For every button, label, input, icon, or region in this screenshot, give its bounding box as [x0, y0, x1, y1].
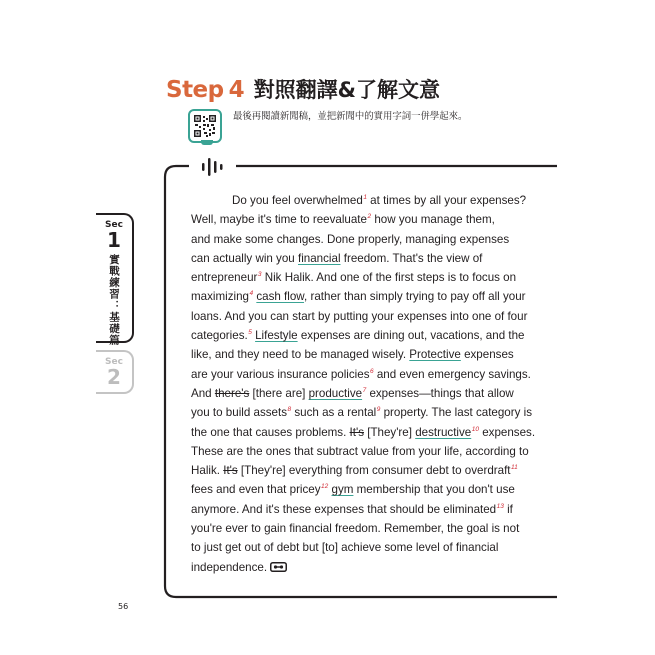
text-segment: [there are] [249, 386, 309, 400]
text-segment: the one that causes problems. [191, 425, 350, 439]
sec-label: Sec [105, 220, 123, 230]
sound-wave-icon [196, 156, 234, 178]
text-segment: Nik Halik. And one of the first steps is to focus on [261, 271, 517, 285]
text-segment: are your various insurance policies [191, 367, 370, 381]
footnote-marker: 10 [471, 425, 479, 433]
article-body [191, 191, 536, 577]
text-segment: Well, maybe it's time to reevaluate [191, 213, 367, 227]
step-label: Step [166, 77, 224, 103]
article-line [191, 480, 531, 499]
key-vocabulary: Protective [409, 348, 461, 362]
text-segment: how you manage them, [371, 213, 495, 227]
footnote-marker: 6 [370, 367, 374, 375]
text-segment: at times by all your expenses? [366, 194, 527, 207]
text-segment: membership that you don't use [353, 483, 515, 497]
footnote-marker: 7 [362, 386, 367, 394]
footnote-marker: 11 [511, 464, 518, 472]
sidebar-tab-sec-1[interactable] [96, 213, 134, 346]
footnote-marker: 8 [287, 406, 292, 414]
text-segment: Halik. [191, 464, 224, 478]
article-line [191, 365, 531, 384]
article-line [191, 191, 531, 210]
article-line [191, 307, 531, 326]
footnote-marker: 12 [321, 483, 329, 491]
article-line [191, 249, 531, 268]
sec-subtitle: 實戰練習：基礎篇 [108, 254, 120, 346]
article-line [191, 558, 531, 577]
article-line [191, 230, 531, 249]
text-segment: expenses are dining out, vacations, and the [297, 329, 525, 343]
sec-label: Sec [105, 357, 123, 367]
step-number: 4 [228, 77, 245, 103]
text-segment: maximizing [191, 290, 249, 304]
text-segment: freedom. That's the view of [340, 251, 483, 265]
sidebar-tab-sec-2[interactable] [96, 350, 134, 394]
text-segment: independence. [191, 560, 268, 574]
text-segment: if [503, 502, 513, 516]
text-segment: [They're] everything from consumer debt to overdraft [237, 464, 511, 478]
footnote-marker: 1 [363, 194, 367, 201]
text-segment: like, and they need to be managed wisely. [191, 348, 410, 362]
article-line [191, 345, 531, 364]
sec-number: 2 [107, 365, 121, 389]
sec-number: 1 [107, 228, 121, 252]
key-vocabulary: cash flow [256, 290, 305, 304]
footnote-marker: 5 [248, 329, 252, 337]
text-segment: such as a rental [291, 406, 377, 420]
audio-cassette-icon[interactable] [270, 562, 287, 572]
strikethrough-correction: there's [214, 386, 250, 400]
strikethrough-correction: It's [223, 464, 238, 478]
footnote-marker: 3 [257, 271, 262, 279]
article-line [191, 519, 531, 538]
key-vocabulary: destructive [415, 425, 472, 439]
key-vocabulary: Lifestyle [255, 329, 298, 343]
text-segment: to just get out of debt but [to] achieve some level of financial [191, 541, 499, 555]
text-segment: expenses—things that allow [366, 386, 514, 400]
page-title: 對照翻譯&了解文意 [253, 78, 440, 102]
text-segment: can actually win you [191, 251, 298, 265]
text-segment: entrepreneur [191, 271, 258, 285]
text-segment: fees and even that pricey [191, 483, 321, 497]
text-segment: and even emergency savings. [373, 367, 531, 381]
article-line [191, 461, 531, 480]
text-segment: Do you feel overwhelmed [232, 194, 363, 207]
intro-text: 最後再閱讀新聞稿，並把新聞中的實用字詞一併學起來。 [233, 111, 468, 122]
page-number: 56 [118, 602, 129, 611]
text-segment: property. The last category is [380, 406, 533, 420]
text-segment: And [191, 386, 215, 400]
article-line [191, 500, 531, 519]
text-segment: , rather than simply trying to pay off all your [304, 290, 526, 304]
article-line [191, 287, 531, 306]
text-segment: loans. And you can start by putting your expenses into one of four [191, 309, 528, 323]
article-line [191, 384, 531, 403]
text-segment: and make some changes. Done properly, managing expenses [191, 232, 510, 246]
article-line [191, 268, 531, 287]
footnote-marker: 9 [376, 406, 381, 414]
key-vocabulary: productive [308, 386, 363, 400]
article-line [191, 326, 531, 345]
article-line [191, 538, 531, 557]
article-line [191, 442, 531, 461]
text-segment: [They're] [364, 425, 416, 439]
text-segment: you're ever to gain financial freedom. Remember, the goal is not [191, 522, 520, 536]
key-vocabulary: gym [331, 483, 354, 497]
key-vocabulary: financial [297, 251, 341, 265]
text-segment: anymore. And it's these expenses that should be eliminated [191, 502, 497, 516]
text-segment: categories. [191, 329, 248, 343]
strikethrough-correction: It's [349, 425, 364, 439]
text-segment: expenses. [478, 425, 536, 439]
article-line [191, 403, 531, 422]
text-segment: you to build assets [191, 406, 288, 420]
text-segment: expenses [460, 348, 514, 362]
article-line [191, 210, 531, 229]
text-segment: These are the ones that subtract value from your life, according to [191, 444, 529, 458]
footnote-marker: 4 [249, 290, 254, 298]
footnote-marker: 13 [496, 502, 504, 510]
footnote-marker: 2 [367, 213, 372, 221]
article-line [191, 423, 536, 442]
